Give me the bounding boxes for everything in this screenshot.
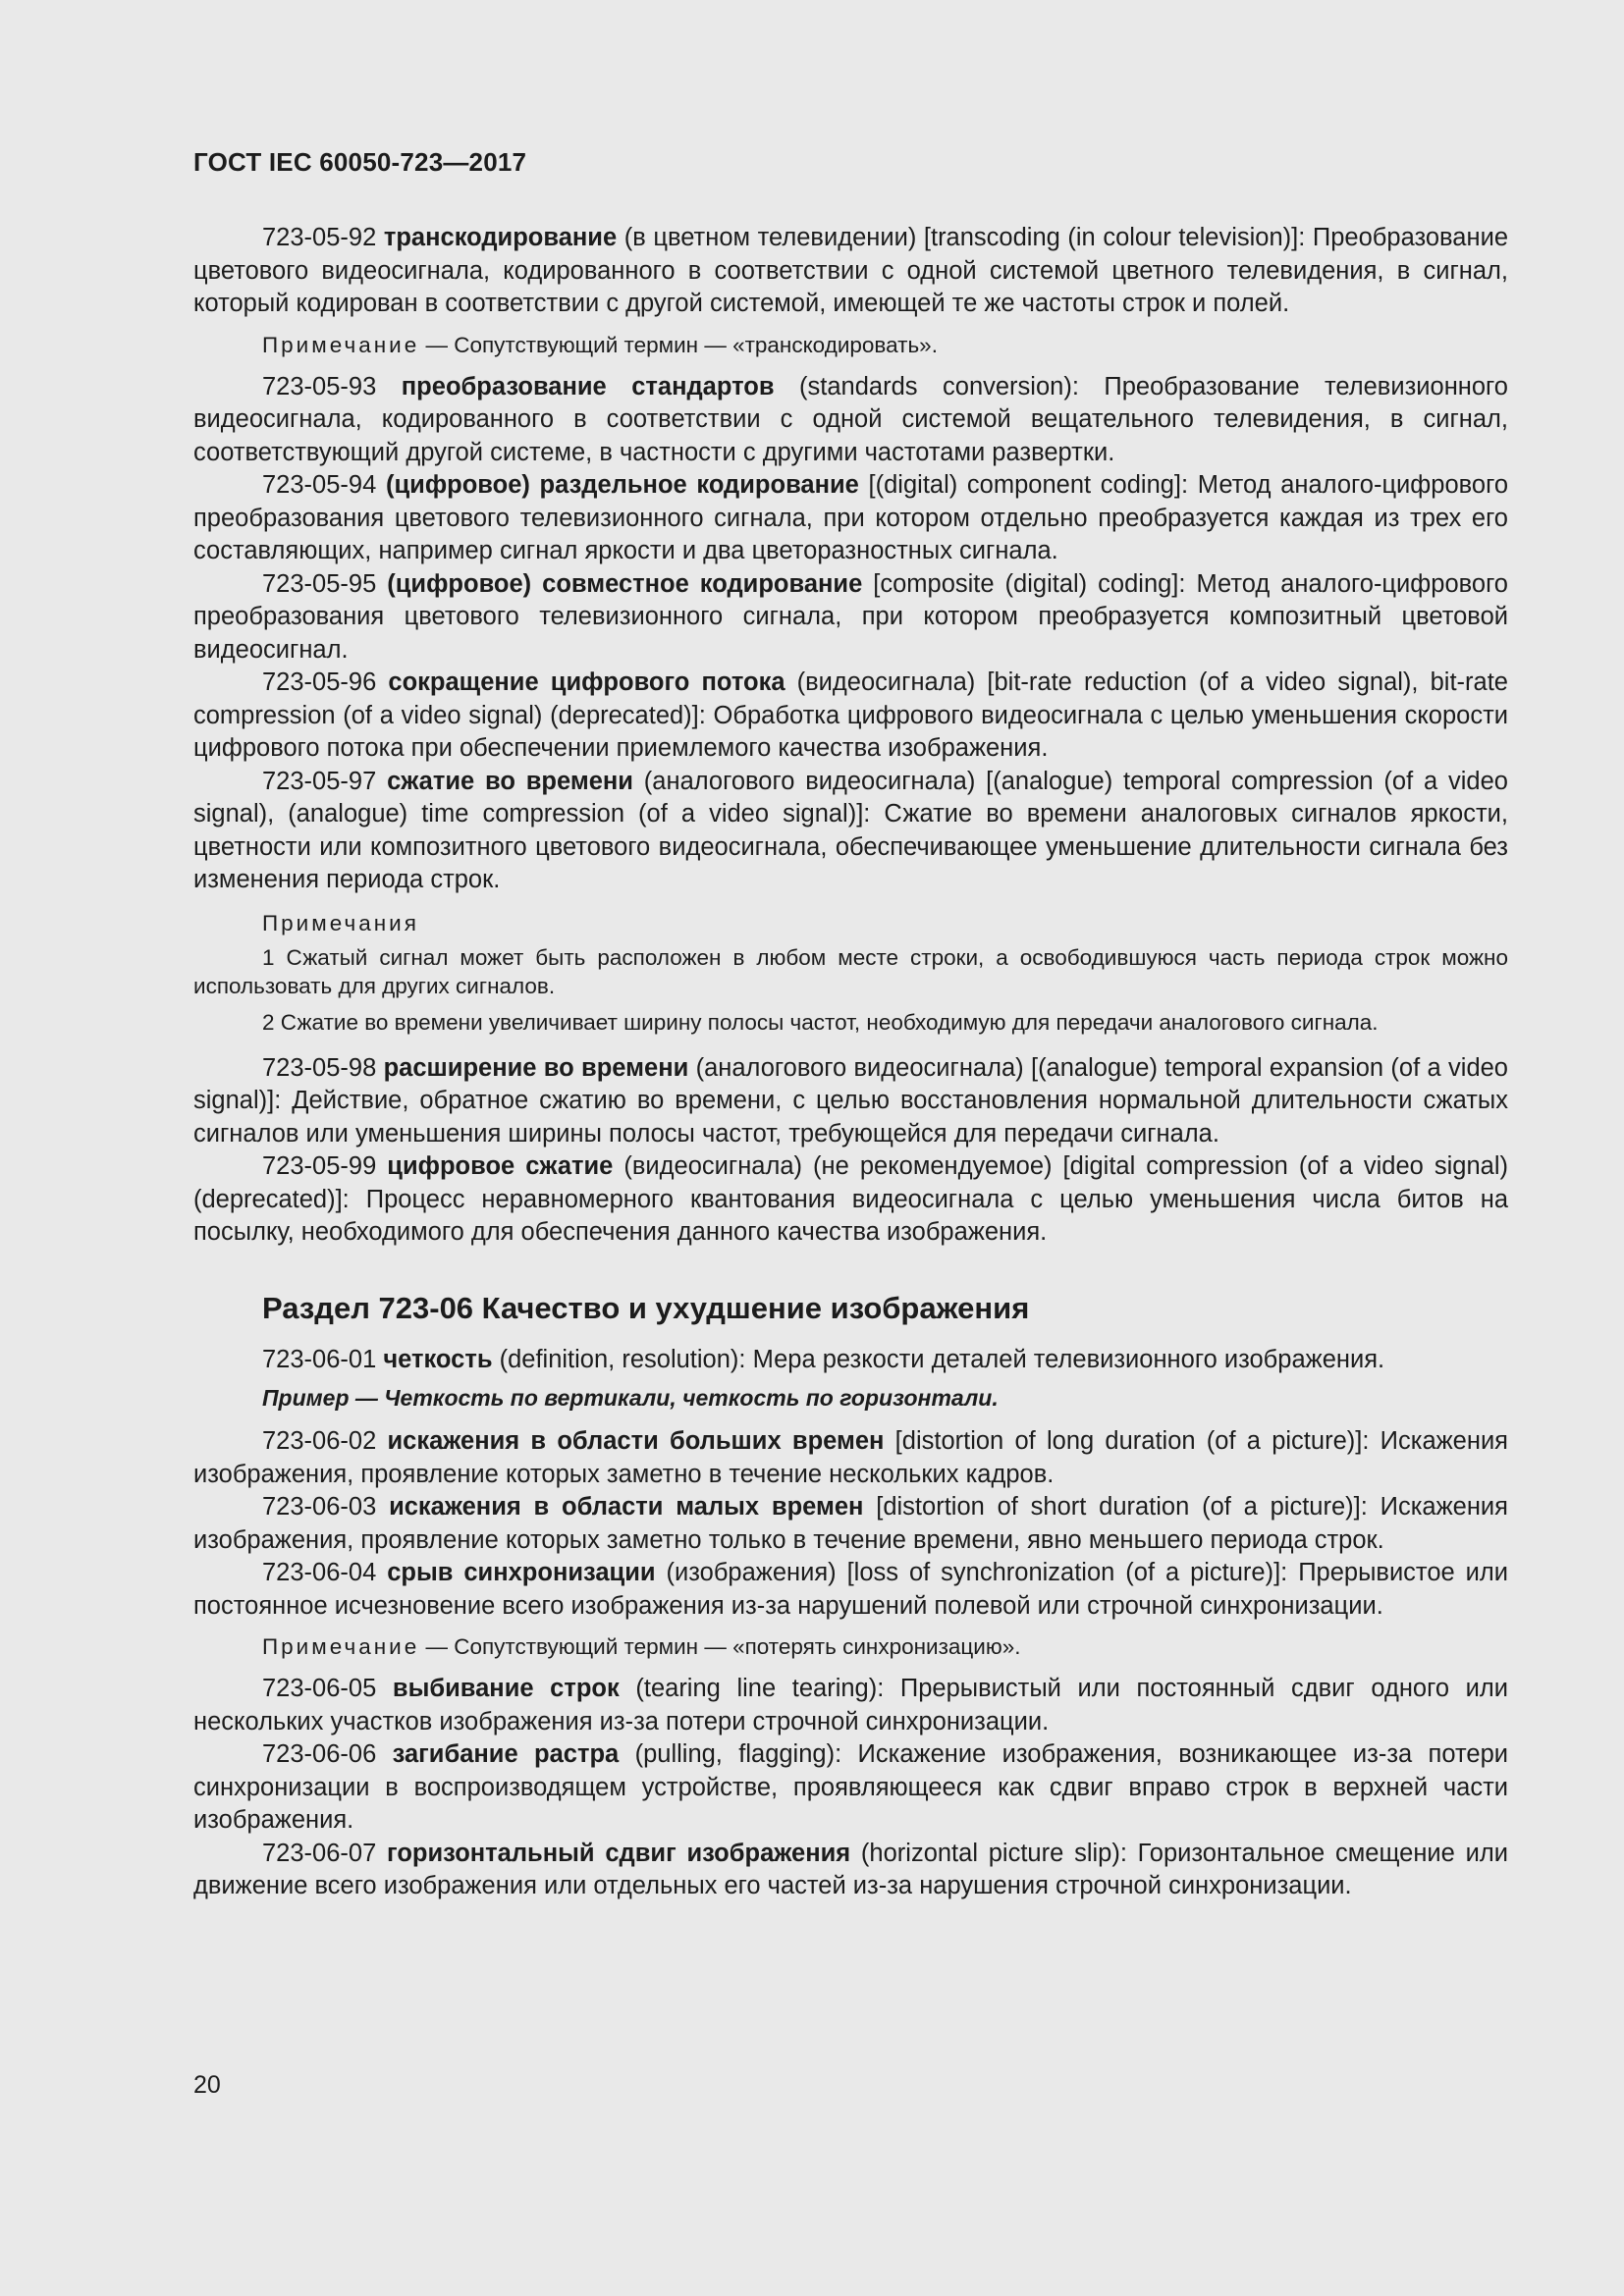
term-definition: (horizontal picture slip): Горизонтальное смещение или движение всего изображения или отдельных его частей из-за нарушения строчной синхронизации. xyxy=(193,1839,1508,1899)
term-entry xyxy=(193,1425,1508,1491)
term-name: срыв синхронизации xyxy=(387,1559,656,1586)
term-definition: [distortion of short duration (of a picture)]: Искажения изображения, проявление которых заметно только в течение времени, явно меньшего периода строк. xyxy=(193,1493,1508,1554)
term-entry xyxy=(193,222,1508,321)
note-text: — Сопутствующий термин — «транскодировать». xyxy=(419,332,938,357)
term-number: 723-05-98 xyxy=(262,1053,377,1082)
term-entry xyxy=(193,1491,1508,1557)
note-text: — Сопутствующий термин — «потерять синхронизацию». xyxy=(419,1634,1021,1659)
term-definition: (в цветном телевидении) [transcoding (in colour television)]: Преобразование цветового видеосигнала, кодированного в соответствии с одной системой цветного телевидения, в сигнал, который кодирован в соответствии с другой системой, имеющей те же частоты строк и полей. xyxy=(193,224,1508,317)
term-definition: (pulling, flagging): Искажение изображения, возникающее из-за потери синхронизации в воспроизводящем устройстве, проявляющееся как сдвиг вправо строк в верхней части изображения. xyxy=(193,1740,1508,1834)
term-entry xyxy=(193,568,1508,667)
term-name: горизонтальный сдвиг изображения xyxy=(387,1839,851,1867)
document-header: ГОСТ IEC 60050-723—2017 xyxy=(193,147,527,177)
term-name: искажения в области малых времен xyxy=(389,1493,864,1521)
term-name: выбивание строк xyxy=(392,1675,620,1702)
term-name: транскодирование xyxy=(383,224,618,251)
term-definition: [(digital) component coding]: Метод аналого-цифрового преобразования цветового телевизионного сигнала, при котором отдельно преобразуется каждая из трех его составляющих, например сигнал яркости и два цветоразностных сигнала. xyxy=(193,471,1508,564)
term-definition: [composite (digital) coding]: Метод аналого-цифрового преобразования цветового телевизионного сигнала, при котором преобразуется композитный цветовой видеосигнал. xyxy=(193,569,1508,664)
notes-heading xyxy=(193,909,1508,937)
term-name: сокращение цифрового потока xyxy=(388,668,785,696)
term-name: (цифровое) совместное кодирование xyxy=(387,569,863,598)
note-label: Примечание xyxy=(262,1634,420,1659)
term-entry xyxy=(193,1738,1508,1838)
term-entry xyxy=(193,667,1508,766)
term-number: 723-06-06 xyxy=(262,1740,377,1768)
term-definition: (видеосигнала) (не рекомендуемое) [digital compression (of a video signal) (deprecated)]: Процесс неравномерного квантования видеосигнала с целью уменьшения числа битов на посылку, необходимого для обеспечения данного качества изображения. xyxy=(193,1152,1508,1246)
term-definition: (видеосигнала) [bit-rate reduction (of a video signal), bit-rate compression (of a video signal) (deprecated)]: Обработка цифрового видеосигнала с целью уменьшения скорости цифрового потока при обеспечении приемлемого качества изображения. xyxy=(193,668,1508,762)
term-number: 723-06-03 xyxy=(262,1493,377,1521)
term-entry xyxy=(193,371,1508,470)
term-number: 723-06-02 xyxy=(262,1427,377,1455)
term-entry xyxy=(193,1673,1508,1738)
term-number: 723-05-97 xyxy=(262,767,377,795)
note-label: Примечание xyxy=(262,332,420,357)
document-body xyxy=(193,222,1508,1903)
note-item: 2 Сжатие во времени увеличивает ширину полосы частот, необходимую для передачи аналогового сигнала. xyxy=(262,1009,1379,1035)
term-number: 723-05-96 xyxy=(262,668,377,696)
term-number: 723-05-92 xyxy=(262,224,377,251)
term-name: искажения в области больших времен xyxy=(387,1427,885,1455)
term-name: загибание растра xyxy=(392,1740,620,1768)
note-item: 1 Сжатый сигнал может быть расположен в любом месте строки, а освободившуюся часть периода строк можно использовать для других сигналов. xyxy=(193,944,1508,998)
term-number: 723-06-05 xyxy=(262,1675,377,1702)
term-definition: (аналогового видеосигнала) [(analogue) temporal expansion (of a video signal)]: Действие, обратное сжатию во времени, с целью восстановления нормальной длительности сжатых сигналов или уменьшения ширины полосы частот, требующейся для передачи сигнала. xyxy=(193,1053,1508,1148)
term-entry xyxy=(193,1150,1508,1250)
term-definition: (tearing line tearing): Прерывистый или постоянный сдвиг одного или нескольких участков изображения из-за потери строчной синхронизации. xyxy=(193,1675,1508,1735)
term-definition: (аналогового видеосигнала) [(analogue) temporal compression (of a video signal), (analogue) time compression (of a video signal)]: Сжатие во времени аналоговых сигналов яркости, цветности или композитного цветового видеосигнала, обеспечивающее уменьшение длительности сигнала без изменения периода строк. xyxy=(193,767,1508,893)
term-definition: (standards conversion): Преобразование телевизионного видеосигнала, кодированного в соответствии с одной системой вещательного телевидения, в сигнал, соответствующий другой системе, в частности с другими частотами развертки. xyxy=(193,372,1508,466)
term-definition: (definition, resolution): Мера резкости деталей телевизионного изображения. xyxy=(492,1345,1385,1373)
term-number: 723-06-07 xyxy=(262,1839,377,1867)
note xyxy=(193,1632,1508,1661)
term-name: цифровое сжатие xyxy=(387,1152,614,1180)
term-number: 723-05-99 xyxy=(262,1152,377,1180)
term-entry xyxy=(193,1838,1508,1903)
term-name: расширение во времени xyxy=(383,1053,689,1082)
term-definition: [distortion of long duration (of a picture)]: Искажения изображения, проявление которых заметно в течение нескольких кадров. xyxy=(193,1427,1508,1488)
term-name: сжатие во времени xyxy=(387,767,633,795)
term-number: 723-06-01 xyxy=(262,1345,377,1373)
term-number: 723-05-94 xyxy=(262,471,377,499)
term-entry xyxy=(193,469,1508,568)
term-entry xyxy=(193,1052,1508,1151)
note xyxy=(193,331,1508,359)
term-entry xyxy=(193,1344,1508,1377)
term-number: 723-05-95 xyxy=(262,569,377,598)
term-name: преобразование стандартов xyxy=(401,372,775,400)
example: Пример — Четкость по вертикали, четкость по горизонтали. xyxy=(262,1385,999,1411)
term-number: 723-05-93 xyxy=(262,372,377,400)
term-entry xyxy=(193,1557,1508,1623)
term-definition: (изображения) [loss of synchronization (of a picture)]: Прерывистое или постоянное исчезновение всего изображения из-за нарушений полевой или строчной синхронизации. xyxy=(193,1559,1508,1620)
notes-heading-label: Примечания xyxy=(262,910,419,935)
page-number: 20 xyxy=(193,2071,221,2099)
term-name: четкость xyxy=(383,1345,493,1373)
term-name: (цифровое) раздельное кодирование xyxy=(385,471,859,499)
term-number: 723-06-04 xyxy=(262,1559,377,1586)
section-title: Раздел 723-06 Качество и ухудшение изображения xyxy=(262,1290,1030,1325)
term-entry xyxy=(193,766,1508,897)
